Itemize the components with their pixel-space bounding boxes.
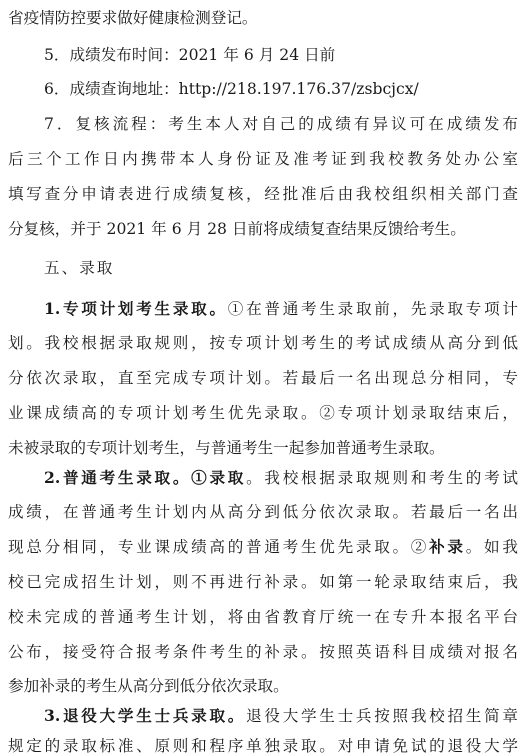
info-item-query-url: 6．成绩查询地址：http://218.197.176.37/zsbcjcx/	[44, 80, 419, 98]
regular-admission-label: 2.普通考生录取。①录取	[44, 468, 247, 487]
text-line: 校未完成的普通考生计划，将由省教育厅统一在专升本报名平台	[8, 608, 518, 626]
info-item-publish-time: 5．成绩发布时间：2021 年 6 月 24 日前	[44, 46, 336, 64]
paragraph-veteran-start	[44, 706, 518, 726]
text-line: 划。我校根据录取规则，按专项计划考生的考试成绩从高分到低	[8, 334, 518, 352]
text-span: 。如我	[465, 538, 518, 556]
text-line: 分依次录取，直至完成专项计划。若最后一名出现总分相同，专	[8, 369, 518, 387]
text-line: 规定的录取标准、原则和程序单独录取。对申请免试的退役大学	[8, 737, 518, 755]
text-line: 业课成绩高的专项计划考生优先录取。②专项计划录取结束后，	[8, 404, 518, 422]
text-line: 校已完成招生计划，则不再进行补录。如第一轮录取结束后，我	[8, 573, 518, 591]
text-span: 。我校根据录取规则和考生的考试	[246, 469, 518, 487]
paragraph-regular-start	[44, 468, 518, 488]
text-line: 分复核，并于 2021 年 6 月 28 日前将成绩复查结果反馈给考生。	[8, 220, 466, 238]
supplementary-label: 补录	[429, 537, 466, 556]
text-line: 未被录取的专项计划考生，与普通考生一起参加普通考生录取。	[8, 439, 445, 457]
text-line: 省疫情防控要求做好健康检测登记。	[8, 9, 258, 27]
info-item-review-process: 7．复核流程：考生本人对自己的成绩有异议可在成绩发布	[44, 115, 518, 133]
text-line: 成绩，在普通考生计划内从高分到低分依次录取。若最后一名出	[8, 503, 518, 521]
paragraph-special-plan-start	[44, 299, 518, 319]
section-heading-admission: 五、录取	[44, 259, 115, 277]
text-span: 退役大学生士兵按照我校招生简章	[246, 707, 518, 725]
text-line: 公布，接受符合报考条件考生的补录。按照英语科目成绩对报名	[8, 643, 518, 661]
text-line: 参加补录的考生从高分到低分依次录取。	[8, 677, 289, 695]
text-span: ①在普通考生录取前，先录取专项计	[227, 300, 518, 318]
veteran-admission-label: 3.退役大学生士兵录取。	[44, 706, 247, 725]
special-plan-label: 1.专项计划考生录取。	[44, 299, 228, 318]
text-span: 现总分相同，专业课成绩高的普通考生优先录取。②	[8, 538, 430, 556]
text-line	[8, 537, 518, 557]
text-line: 后三个工作日内携带本人身份证及准考证到我校教务处办公室	[8, 150, 518, 168]
text-line: 填写查分申请表进行成绩复核，经批准后由我校组织相关部门查	[8, 185, 518, 203]
